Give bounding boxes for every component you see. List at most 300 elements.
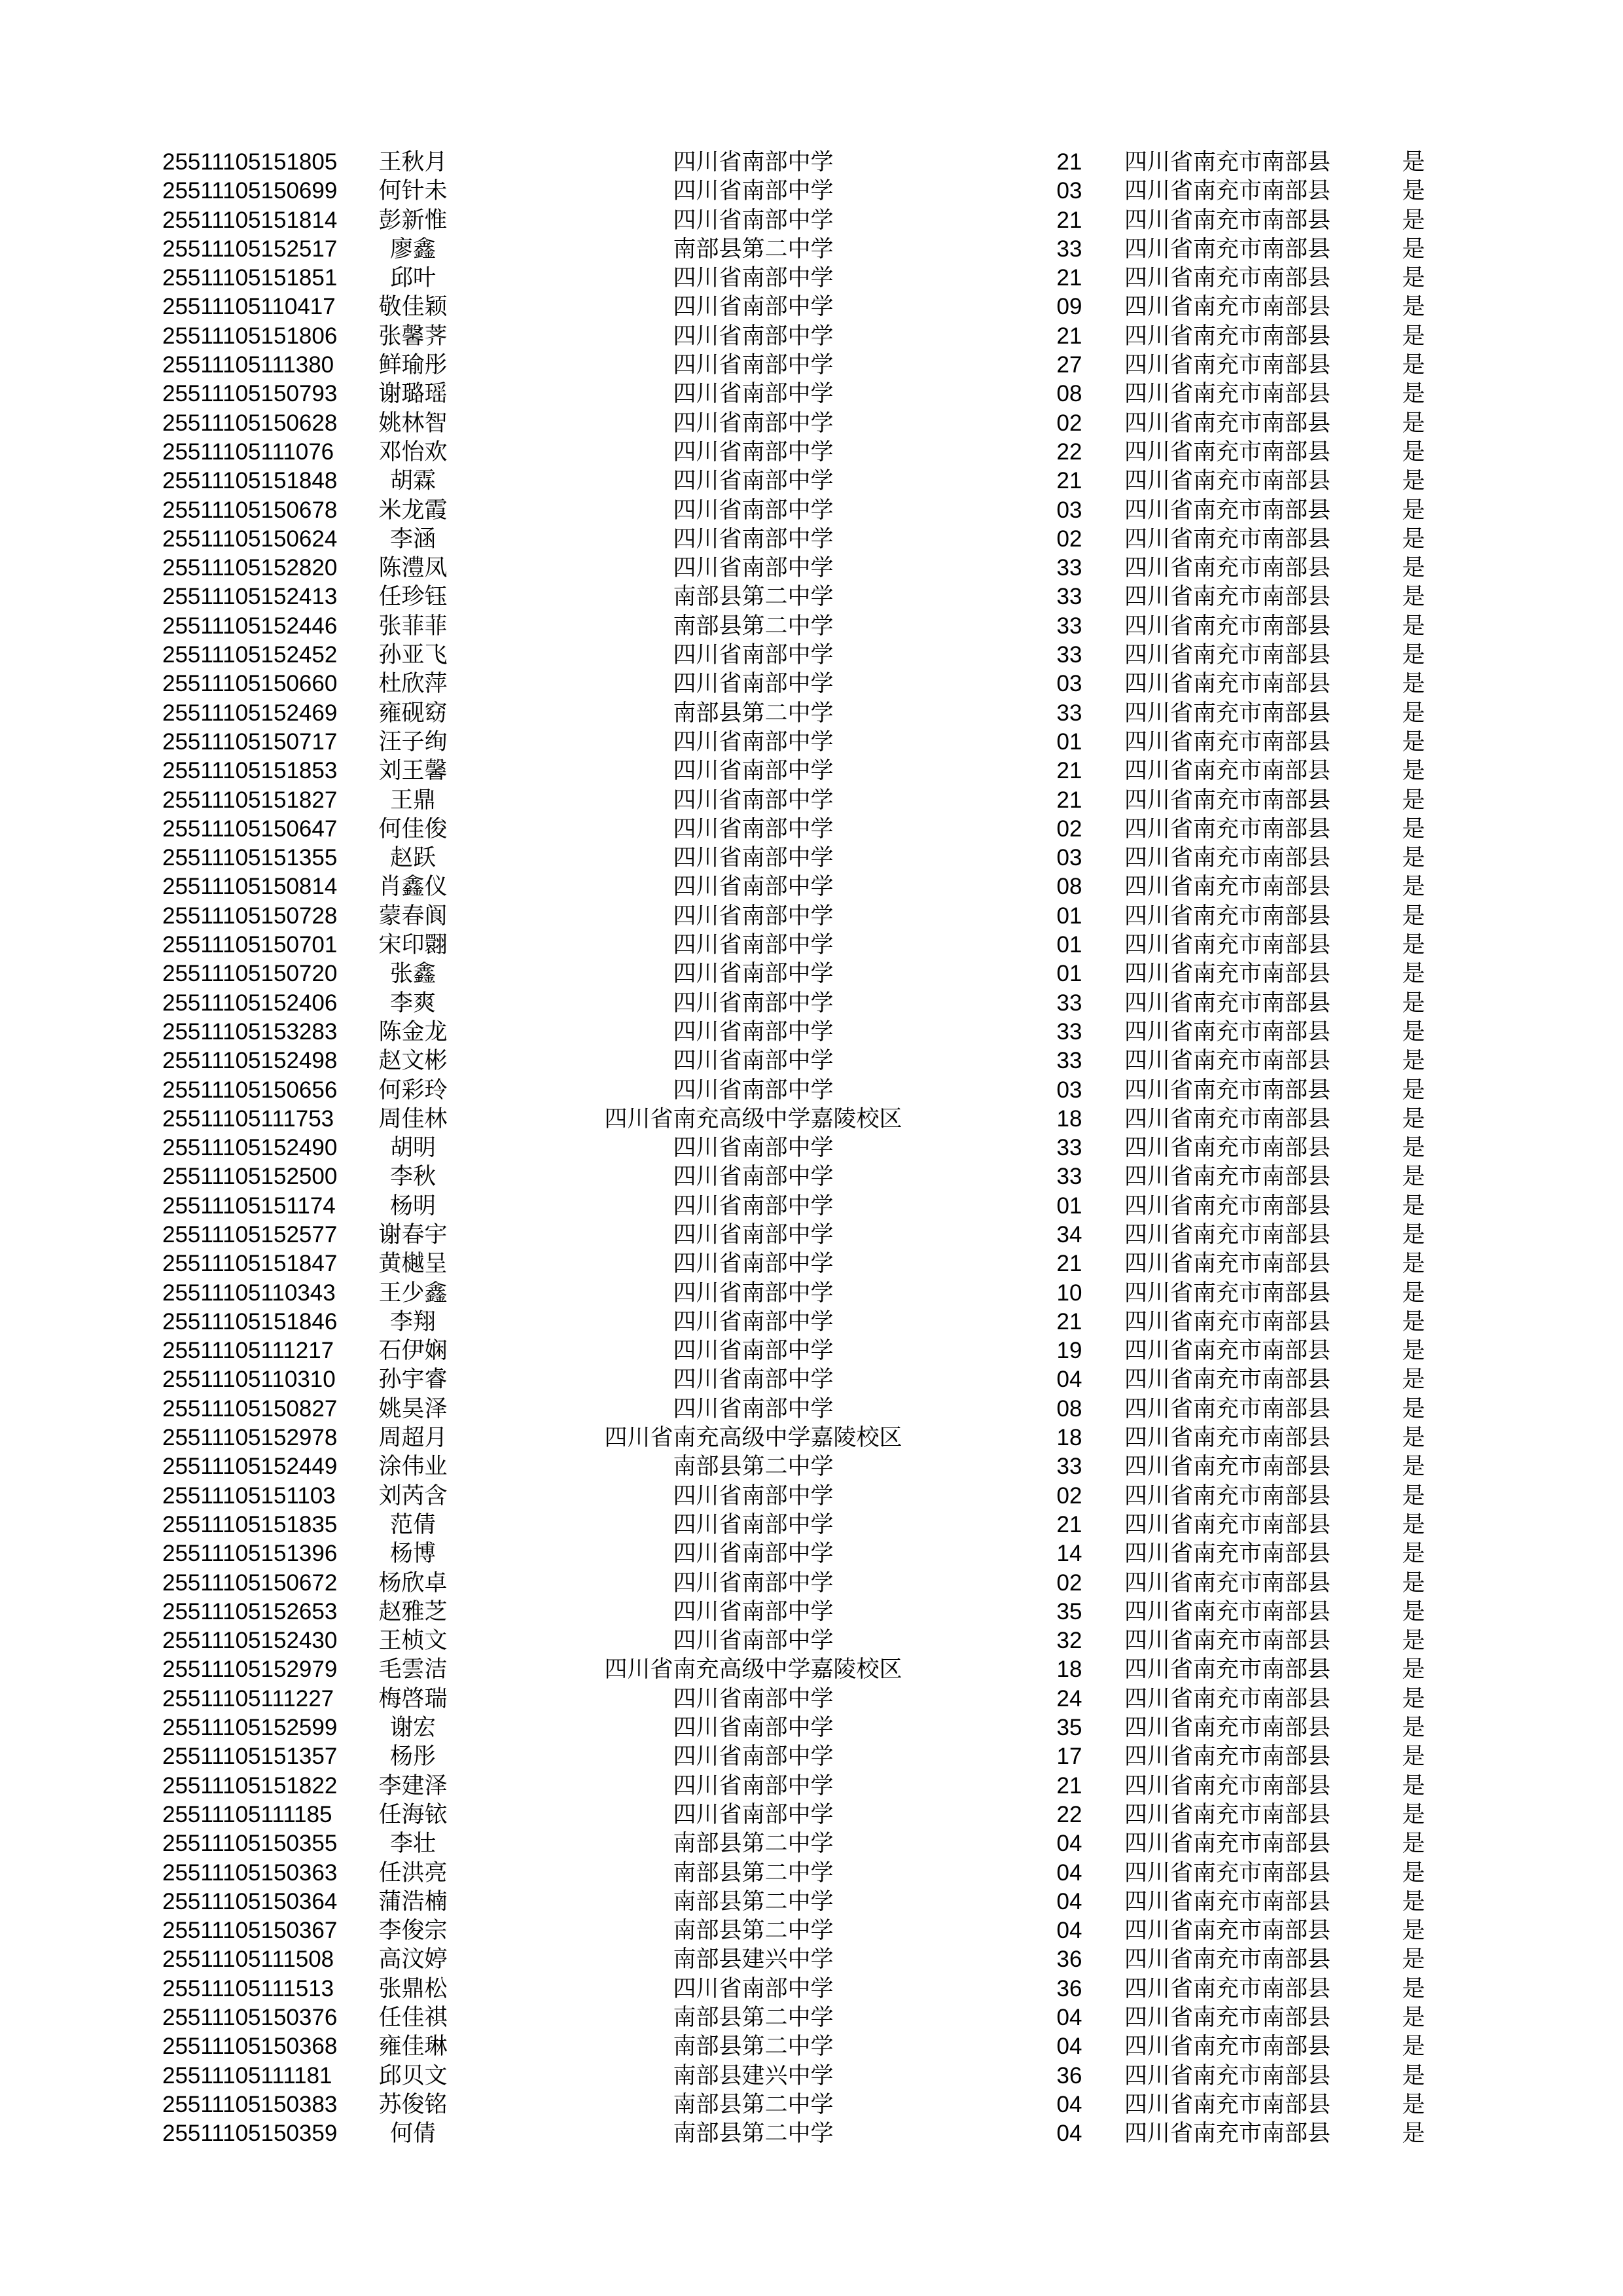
student-name-cell: 李壮 bbox=[389, 1831, 436, 1857]
school-name-cell: 四川省南部中学 bbox=[673, 265, 834, 291]
region-cell: 四川省南充市南部县 bbox=[1124, 323, 1331, 349]
table-row bbox=[0, 1888, 1623, 1916]
region-cell: 四川省南充市南部县 bbox=[1124, 1541, 1331, 1567]
school-name-cell: 四川省南部中学 bbox=[673, 990, 834, 1016]
school-name-cell: 南部县第二中学 bbox=[673, 1918, 834, 1944]
status-flag-cell: 是 bbox=[1402, 961, 1425, 987]
school-name-cell: 南部县第二中学 bbox=[673, 2121, 834, 2147]
school-name-cell: 四川省南部中学 bbox=[673, 1338, 834, 1364]
student-id-cell: 25511105111753 bbox=[162, 1105, 334, 1132]
category-code-cell: 18 bbox=[1056, 1105, 1082, 1132]
student-name-cell: 鲜瑜彤 bbox=[378, 352, 448, 378]
student-id-cell: 25511105152430 bbox=[162, 1628, 338, 1654]
school-name-cell: 四川省南部中学 bbox=[673, 1570, 834, 1596]
category-code-cell: 33 bbox=[1056, 1135, 1082, 1161]
school-name-cell: 南部县第二中学 bbox=[673, 1831, 834, 1857]
student-id-cell: 25511105150368 bbox=[162, 2034, 338, 2060]
table-row bbox=[0, 1279, 1623, 1308]
school-name-cell: 四川省南部中学 bbox=[673, 816, 834, 842]
category-code-cell: 22 bbox=[1056, 439, 1082, 465]
table-row bbox=[0, 1452, 1623, 1481]
region-cell: 四川省南充市南部县 bbox=[1124, 207, 1331, 233]
student-name-cell: 李俊宗 bbox=[378, 1918, 448, 1944]
student-id-cell: 25511105151835 bbox=[162, 1511, 338, 1537]
status-flag-cell: 是 bbox=[1402, 903, 1425, 929]
student-id-cell: 25511105151846 bbox=[162, 1308, 338, 1335]
status-flag-cell: 是 bbox=[1402, 816, 1425, 842]
student-id-cell: 25511105152820 bbox=[162, 555, 338, 581]
student-name-cell: 谢宏 bbox=[389, 1715, 436, 1741]
student-id-cell: 25511105152979 bbox=[162, 1657, 338, 1683]
school-name-cell: 四川省南部中学 bbox=[673, 758, 834, 784]
school-name-cell: 四川省南部中学 bbox=[673, 381, 834, 407]
table-row bbox=[0, 1569, 1623, 1598]
region-cell: 四川省南充市南部县 bbox=[1124, 1715, 1331, 1741]
school-name-cell: 四川省南部中学 bbox=[673, 1164, 834, 1190]
student-name-cell: 李翔 bbox=[389, 1308, 436, 1335]
region-cell: 四川省南充市南部县 bbox=[1124, 1454, 1331, 1480]
status-flag-cell: 是 bbox=[1402, 1657, 1425, 1683]
region-cell: 四川省南充市南部县 bbox=[1124, 265, 1331, 291]
region-cell: 四川省南充市南部县 bbox=[1124, 1395, 1331, 1422]
school-name-cell: 四川省南部中学 bbox=[673, 1280, 834, 1306]
student-id-cell: 25511105150359 bbox=[162, 2121, 338, 2147]
school-name-cell: 四川省南部中学 bbox=[673, 555, 834, 581]
status-flag-cell: 是 bbox=[1402, 1859, 1425, 1886]
student-id-cell: 25511105152978 bbox=[162, 1425, 338, 1451]
table-row bbox=[0, 1539, 1623, 1568]
school-name-cell: 四川省南部中学 bbox=[673, 1221, 834, 1247]
status-flag-cell: 是 bbox=[1402, 1135, 1425, 1161]
school-name-cell: 南部县第二中学 bbox=[673, 236, 834, 262]
category-code-cell: 21 bbox=[1056, 265, 1082, 291]
status-flag-cell: 是 bbox=[1402, 439, 1425, 465]
school-name-cell: 四川省南部中学 bbox=[673, 149, 834, 175]
table-row bbox=[0, 1105, 1623, 1134]
region-cell: 四川省南充市南部县 bbox=[1124, 294, 1331, 320]
table-row bbox=[0, 1975, 1623, 2003]
school-name-cell: 南部县第二中学 bbox=[673, 1888, 834, 1914]
student-id-cell: 25511105150720 bbox=[162, 961, 338, 987]
student-id-cell: 25511105151805 bbox=[162, 149, 338, 175]
region-cell: 四川省南充市南部县 bbox=[1124, 2091, 1331, 2117]
region-cell: 四川省南充市南部县 bbox=[1124, 613, 1331, 639]
region-cell: 四川省南充市南部县 bbox=[1124, 1308, 1331, 1335]
table-row bbox=[0, 641, 1623, 670]
region-cell: 四川省南充市南部县 bbox=[1124, 497, 1331, 523]
student-id-cell: 25511105150628 bbox=[162, 410, 338, 436]
school-name-cell: 四川省南部中学 bbox=[673, 1135, 834, 1161]
school-name-cell: 四川省南部中学 bbox=[673, 1482, 834, 1509]
student-id-cell: 25511105111508 bbox=[162, 1946, 334, 1973]
status-flag-cell: 是 bbox=[1402, 1251, 1425, 1277]
school-name-cell: 四川省南部中学 bbox=[673, 787, 834, 813]
status-flag-cell: 是 bbox=[1402, 381, 1425, 407]
school-name-cell: 四川省南充高级中学嘉陵校区 bbox=[604, 1657, 902, 1683]
student-name-cell: 何彩玲 bbox=[378, 1077, 448, 1103]
region-cell: 四川省南充市南部县 bbox=[1124, 728, 1331, 755]
table-row bbox=[0, 786, 1623, 815]
category-code-cell: 02 bbox=[1056, 410, 1082, 436]
status-flag-cell: 是 bbox=[1402, 2005, 1425, 2030]
region-cell: 四川省南充市南部县 bbox=[1124, 1251, 1331, 1277]
table-row bbox=[0, 1134, 1623, 1162]
student-name-cell: 李爽 bbox=[389, 990, 436, 1016]
category-code-cell: 33 bbox=[1056, 584, 1082, 610]
student-id-cell: 25511105150728 bbox=[162, 903, 338, 929]
category-code-cell: 04 bbox=[1056, 2121, 1082, 2147]
student-id-cell: 25511105150672 bbox=[162, 1570, 338, 1596]
table-row bbox=[0, 438, 1623, 467]
region-cell: 四川省南充市南部县 bbox=[1124, 903, 1331, 929]
status-flag-cell: 是 bbox=[1402, 1541, 1425, 1567]
status-flag-cell: 是 bbox=[1402, 265, 1425, 291]
status-flag-cell: 是 bbox=[1402, 526, 1425, 552]
category-code-cell: 35 bbox=[1056, 1598, 1082, 1624]
school-name-cell: 四川省南充高级中学嘉陵校区 bbox=[604, 1425, 902, 1451]
student-id-cell: 25511105150827 bbox=[162, 1395, 338, 1422]
status-flag-cell: 是 bbox=[1402, 787, 1425, 813]
table-row bbox=[0, 554, 1623, 583]
region-cell: 四川省南充市南部县 bbox=[1124, 1425, 1331, 1451]
region-cell: 四川省南充市南部县 bbox=[1124, 555, 1331, 581]
status-flag-cell: 是 bbox=[1402, 845, 1425, 871]
region-cell: 四川省南充市南部县 bbox=[1124, 2005, 1331, 2030]
student-name-cell: 邓怡欢 bbox=[378, 439, 448, 465]
category-code-cell: 04 bbox=[1056, 2005, 1082, 2030]
region-cell: 四川省南充市南部县 bbox=[1124, 1077, 1331, 1103]
category-code-cell: 03 bbox=[1056, 845, 1082, 871]
table-row bbox=[0, 1626, 1623, 1655]
school-name-cell: 四川省南部中学 bbox=[673, 1308, 834, 1335]
table-row bbox=[0, 872, 1623, 901]
school-name-cell: 四川省南部中学 bbox=[673, 1801, 834, 1827]
table-row bbox=[0, 206, 1623, 235]
status-flag-cell: 是 bbox=[1402, 700, 1425, 726]
category-code-cell: 18 bbox=[1056, 1657, 1082, 1683]
table-row bbox=[0, 612, 1623, 641]
category-code-cell: 04 bbox=[1056, 1831, 1082, 1857]
region-cell: 四川省南充市南部县 bbox=[1124, 1946, 1331, 1973]
category-code-cell: 01 bbox=[1056, 728, 1082, 755]
student-name-cell: 毛雲洁 bbox=[378, 1657, 448, 1683]
table-row bbox=[0, 699, 1623, 728]
category-code-cell: 36 bbox=[1056, 1975, 1082, 2001]
student-id-cell: 25511105152577 bbox=[162, 1221, 338, 1247]
student-id-cell: 25511105152653 bbox=[162, 1598, 338, 1624]
student-id-cell: 25511105152599 bbox=[162, 1715, 338, 1741]
table-row bbox=[0, 1685, 1623, 1713]
table-row bbox=[0, 496, 1623, 525]
school-name-cell: 四川省南部中学 bbox=[673, 903, 834, 929]
student-id-cell: 25511105152446 bbox=[162, 613, 338, 639]
region-cell: 四川省南充市南部县 bbox=[1124, 1570, 1331, 1596]
student-id-cell: 25511105110417 bbox=[162, 294, 336, 320]
student-id-cell: 25511105151847 bbox=[162, 1251, 338, 1277]
category-code-cell: 01 bbox=[1056, 932, 1082, 958]
table-row bbox=[0, 1713, 1623, 1742]
student-name-cell: 李涵 bbox=[389, 526, 436, 552]
student-name-cell: 李建泽 bbox=[378, 1772, 448, 1799]
table-row bbox=[0, 1945, 1623, 1974]
student-id-cell: 25511105150793 bbox=[162, 381, 338, 407]
region-cell: 四川省南充市南部县 bbox=[1124, 845, 1331, 871]
student-id-cell: 25511105150701 bbox=[162, 932, 338, 958]
status-flag-cell: 是 bbox=[1402, 1628, 1425, 1654]
region-cell: 四川省南充市南部县 bbox=[1124, 1482, 1331, 1509]
student-name-cell: 何佳俊 bbox=[378, 816, 448, 842]
status-flag-cell: 是 bbox=[1402, 236, 1425, 262]
status-flag-cell: 是 bbox=[1402, 758, 1425, 784]
category-code-cell: 02 bbox=[1056, 816, 1082, 842]
region-cell: 四川省南充市南部县 bbox=[1124, 1628, 1331, 1654]
student-name-cell: 任珍钰 bbox=[378, 584, 448, 610]
school-name-cell: 南部县第二中学 bbox=[673, 2034, 834, 2060]
student-id-cell: 25511105151355 bbox=[162, 845, 338, 871]
category-code-cell: 33 bbox=[1056, 613, 1082, 639]
student-id-cell: 25511105152406 bbox=[162, 990, 338, 1016]
table-row bbox=[0, 1047, 1623, 1075]
status-flag-cell: 是 bbox=[1402, 149, 1425, 175]
school-name-cell: 四川省南部中学 bbox=[673, 1048, 834, 1074]
region-cell: 四川省南充市南部县 bbox=[1124, 1221, 1331, 1247]
student-name-cell: 雍砚窈 bbox=[378, 700, 448, 726]
student-id-cell: 25511105150367 bbox=[162, 1918, 338, 1944]
student-name-cell: 杨欣卓 bbox=[378, 1570, 448, 1596]
student-name-cell: 王秋月 bbox=[378, 149, 448, 175]
table-row bbox=[0, 1772, 1623, 1801]
student-id-cell: 25511105150355 bbox=[162, 1831, 338, 1857]
status-flag-cell: 是 bbox=[1402, 671, 1425, 697]
category-code-cell: 08 bbox=[1056, 1395, 1082, 1422]
region-cell: 四川省南充市南部县 bbox=[1124, 1744, 1331, 1770]
table-row bbox=[0, 351, 1623, 380]
student-name-cell: 赵文彬 bbox=[378, 1048, 448, 1074]
category-code-cell: 36 bbox=[1056, 1946, 1082, 1973]
student-name-cell: 廖鑫 bbox=[389, 236, 436, 262]
region-cell: 四川省南充市南部县 bbox=[1124, 1975, 1331, 2001]
category-code-cell: 33 bbox=[1056, 990, 1082, 1016]
category-code-cell: 33 bbox=[1056, 1454, 1082, 1480]
student-name-cell: 姚昊泽 bbox=[378, 1395, 448, 1422]
school-name-cell: 四川省南部中学 bbox=[673, 207, 834, 233]
status-flag-cell: 是 bbox=[1402, 1338, 1425, 1364]
status-flag-cell: 是 bbox=[1402, 178, 1425, 204]
student-name-cell: 孙亚飞 bbox=[378, 642, 448, 668]
school-name-cell: 四川省南部中学 bbox=[673, 1685, 834, 1712]
school-name-cell: 四川省南部中学 bbox=[673, 874, 834, 900]
student-name-cell: 刘王馨 bbox=[378, 758, 448, 784]
student-name-cell: 张菲菲 bbox=[378, 613, 448, 639]
student-id-cell: 25511105110343 bbox=[162, 1280, 336, 1306]
region-cell: 四川省南充市南部县 bbox=[1124, 1105, 1331, 1132]
category-code-cell: 21 bbox=[1056, 323, 1082, 349]
table-row bbox=[0, 1511, 1623, 1539]
table-row bbox=[0, 670, 1623, 698]
school-name-cell: 四川省南部中学 bbox=[673, 323, 834, 349]
status-flag-cell: 是 bbox=[1402, 1598, 1425, 1624]
region-cell: 四川省南充市南部县 bbox=[1124, 874, 1331, 900]
student-id-cell: 25511105111227 bbox=[162, 1685, 334, 1712]
student-id-cell: 25511105152500 bbox=[162, 1164, 338, 1190]
region-cell: 四川省南充市南部县 bbox=[1124, 700, 1331, 726]
student-id-cell: 25511105150678 bbox=[162, 497, 338, 523]
status-flag-cell: 是 bbox=[1402, 1105, 1425, 1132]
table-row bbox=[0, 380, 1623, 408]
region-cell: 四川省南充市南部县 bbox=[1124, 932, 1331, 958]
table-row bbox=[0, 1598, 1623, 1626]
category-code-cell: 09 bbox=[1056, 294, 1082, 320]
status-flag-cell: 是 bbox=[1402, 1193, 1425, 1219]
status-flag-cell: 是 bbox=[1402, 1975, 1425, 2001]
student-id-cell: 25511105151357 bbox=[162, 1744, 338, 1770]
status-flag-cell: 是 bbox=[1402, 932, 1425, 958]
school-name-cell: 四川省南部中学 bbox=[673, 526, 834, 552]
category-code-cell: 21 bbox=[1056, 1251, 1082, 1277]
category-code-cell: 03 bbox=[1056, 1077, 1082, 1103]
student-id-cell: 25511105152490 bbox=[162, 1135, 338, 1161]
student-name-cell: 宋印翾 bbox=[378, 932, 448, 958]
school-name-cell: 南部县第二中学 bbox=[673, 584, 834, 610]
student-name-cell: 米龙霞 bbox=[378, 497, 448, 523]
school-name-cell: 四川省南充高级中学嘉陵校区 bbox=[604, 1105, 902, 1132]
student-name-cell: 王鼎 bbox=[389, 787, 436, 813]
student-name-cell: 姚林智 bbox=[378, 410, 448, 436]
student-id-cell: 25511105150383 bbox=[162, 2091, 338, 2117]
student-name-cell: 何倩 bbox=[389, 2121, 436, 2147]
school-name-cell: 四川省南部中学 bbox=[673, 642, 834, 668]
status-flag-cell: 是 bbox=[1402, 352, 1425, 378]
table-row bbox=[0, 525, 1623, 554]
region-cell: 四川省南充市南部县 bbox=[1124, 2034, 1331, 2060]
student-id-cell: 25511105111185 bbox=[162, 1801, 332, 1827]
table-row bbox=[0, 989, 1623, 1018]
student-name-cell: 张鑫 bbox=[389, 961, 436, 987]
table-row bbox=[0, 1829, 1623, 1858]
student-name-cell: 邱贝文 bbox=[378, 2062, 448, 2089]
status-flag-cell: 是 bbox=[1402, 1395, 1425, 1422]
table-row bbox=[0, 467, 1623, 495]
status-flag-cell: 是 bbox=[1402, 497, 1425, 523]
table-row bbox=[0, 815, 1623, 844]
table-row bbox=[0, 960, 1623, 988]
status-flag-cell: 是 bbox=[1402, 1077, 1425, 1103]
category-code-cell: 21 bbox=[1056, 1308, 1082, 1335]
category-code-cell: 27 bbox=[1056, 352, 1082, 378]
status-flag-cell: 是 bbox=[1402, 207, 1425, 233]
table-row bbox=[0, 2090, 1623, 2119]
student-id-cell: 25511105151822 bbox=[162, 1772, 338, 1799]
table-row bbox=[0, 264, 1623, 293]
school-name-cell: 南部县第二中学 bbox=[673, 1454, 834, 1480]
category-code-cell: 35 bbox=[1056, 1715, 1082, 1741]
table-row bbox=[0, 2003, 1623, 2032]
status-flag-cell: 是 bbox=[1402, 1018, 1425, 1045]
region-cell: 四川省南充市南部县 bbox=[1124, 758, 1331, 784]
table-row bbox=[0, 1249, 1623, 1278]
student-id-cell: 25511105150647 bbox=[162, 816, 338, 842]
school-name-cell: 南部县第二中学 bbox=[673, 2005, 834, 2030]
region-cell: 四川省南充市南部县 bbox=[1124, 1164, 1331, 1190]
status-flag-cell: 是 bbox=[1402, 1831, 1425, 1857]
category-code-cell: 33 bbox=[1056, 1048, 1082, 1074]
category-code-cell: 01 bbox=[1056, 1193, 1082, 1219]
region-cell: 四川省南充市南部县 bbox=[1124, 961, 1331, 987]
student-name-cell: 邱叶 bbox=[389, 265, 436, 291]
category-code-cell: 01 bbox=[1056, 961, 1082, 987]
region-cell: 四川省南充市南部县 bbox=[1124, 468, 1331, 494]
student-name-cell: 谢春宇 bbox=[378, 1221, 448, 1247]
table-row bbox=[0, 1162, 1623, 1191]
school-name-cell: 四川省南部中学 bbox=[673, 845, 834, 871]
category-code-cell: 24 bbox=[1056, 1685, 1082, 1712]
school-name-cell: 四川省南部中学 bbox=[673, 961, 834, 987]
region-cell: 四川省南充市南部县 bbox=[1124, 178, 1331, 204]
category-code-cell: 21 bbox=[1056, 207, 1082, 233]
school-name-cell: 南部县建兴中学 bbox=[673, 1946, 834, 1973]
student-name-cell: 任佳祺 bbox=[378, 2005, 448, 2030]
category-code-cell: 33 bbox=[1056, 1018, 1082, 1045]
region-cell: 四川省南充市南部县 bbox=[1124, 1511, 1331, 1537]
status-flag-cell: 是 bbox=[1402, 1918, 1425, 1944]
category-code-cell: 01 bbox=[1056, 903, 1082, 929]
student-name-cell: 杨博 bbox=[389, 1541, 436, 1567]
student-name-cell: 谢璐瑶 bbox=[378, 381, 448, 407]
status-flag-cell: 是 bbox=[1402, 613, 1425, 639]
school-name-cell: 四川省南部中学 bbox=[673, 728, 834, 755]
student-name-cell: 李秋 bbox=[389, 1164, 436, 1190]
region-cell: 四川省南充市南部县 bbox=[1124, 381, 1331, 407]
student-id-cell: 25511105110310 bbox=[162, 1367, 336, 1393]
table-row bbox=[0, 235, 1623, 264]
student-name-cell: 高汶婷 bbox=[378, 1946, 448, 1973]
student-id-cell: 25511105111181 bbox=[162, 2062, 332, 2089]
student-id-cell: 25511105152449 bbox=[162, 1454, 338, 1480]
school-name-cell: 四川省南部中学 bbox=[673, 178, 834, 204]
region-cell: 四川省南充市南部县 bbox=[1124, 1280, 1331, 1306]
student-name-cell: 陈金龙 bbox=[378, 1018, 448, 1045]
category-code-cell: 03 bbox=[1056, 497, 1082, 523]
category-code-cell: 21 bbox=[1056, 1511, 1082, 1537]
region-cell: 四川省南充市南部县 bbox=[1124, 1685, 1331, 1712]
student-name-cell: 黄樾呈 bbox=[378, 1251, 448, 1277]
region-cell: 四川省南充市南部县 bbox=[1124, 1135, 1331, 1161]
region-cell: 四川省南充市南部县 bbox=[1124, 787, 1331, 813]
student-name-cell: 肖鑫仪 bbox=[378, 874, 448, 900]
category-code-cell: 08 bbox=[1056, 874, 1082, 900]
category-code-cell: 02 bbox=[1056, 1570, 1082, 1596]
region-cell: 四川省南充市南部县 bbox=[1124, 584, 1331, 610]
student-id-cell: 25511105111513 bbox=[162, 1975, 334, 2001]
table-row bbox=[0, 1336, 1623, 1365]
table-row bbox=[0, 148, 1623, 177]
region-cell: 四川省南充市南部县 bbox=[1124, 1888, 1331, 1914]
school-name-cell: 南部县第二中学 bbox=[673, 613, 834, 639]
table-row bbox=[0, 757, 1623, 785]
status-flag-cell: 是 bbox=[1402, 1280, 1425, 1306]
status-flag-cell: 是 bbox=[1402, 2062, 1425, 2089]
table-row bbox=[0, 728, 1623, 757]
status-flag-cell: 是 bbox=[1402, 642, 1425, 668]
status-flag-cell: 是 bbox=[1402, 294, 1425, 320]
student-id-cell: 25511105152469 bbox=[162, 700, 338, 726]
student-name-cell: 任海铱 bbox=[378, 1801, 448, 1827]
status-flag-cell: 是 bbox=[1402, 1888, 1425, 1914]
status-flag-cell: 是 bbox=[1402, 555, 1425, 581]
table-row bbox=[0, 1916, 1623, 1945]
student-id-cell: 25511105151174 bbox=[162, 1193, 336, 1219]
category-code-cell: 33 bbox=[1056, 555, 1082, 581]
